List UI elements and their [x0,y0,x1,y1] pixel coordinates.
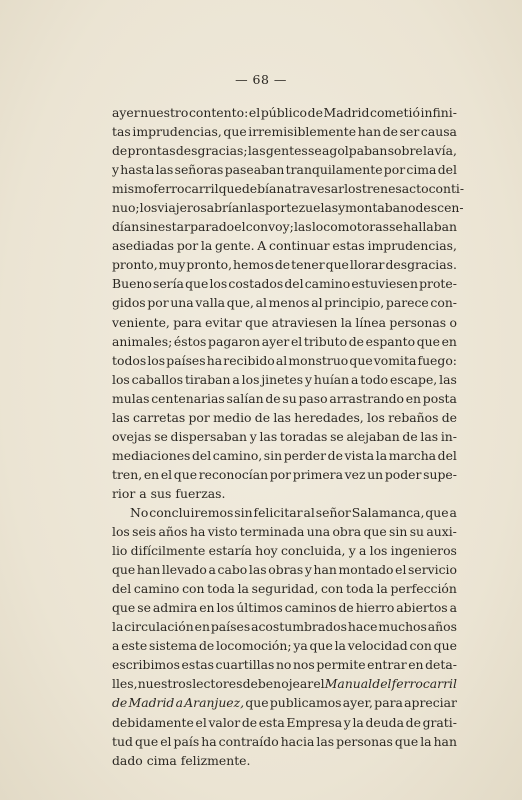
page-number: — 68 — [235,72,287,87]
text-line: la circulación en países acostumbrados hace muchos años [112,619,457,635]
text-line: y hasta las señoras paseaban tranquilamente por cima del [112,162,457,178]
text-line: tas imprudencias, que irremisiblemente han de ser causa [112,124,457,140]
text-line: que se admira en los últimos caminos de hierro abiertos a [112,600,457,616]
text-line: rior a sus fuerzas. [112,485,226,501]
text-line: dado cima felizmente. [112,752,251,768]
text-line: los seis años ha visto terminada una obra que sin su auxi- [112,524,457,540]
text-line: Bueno sería que los costados del camino estuviesen prote- [112,276,457,292]
text-line: las carretas por medio de las heredades, los rebaños de [112,409,457,425]
text-line: todos los países ha recibido al monstruo que vomita fuego: [112,352,457,368]
text-line: que han llevado a cabo las obras y han montado el servicio [112,562,457,578]
text-line: del camino con toda la seguridad, con toda la perfección [112,581,457,597]
text-line: No concluiremos sin felicitar al señor Salamanca, que a [130,504,457,520]
text-line: tud que el país ha contraído hacia las personas que la han [112,733,457,749]
text-line: gidos por una valla que, al menos al principio, parece con- [112,295,457,311]
text-line: lio difícilmente estaría hoy concluida, y a los ingenieros [112,543,457,559]
text-line: escribimos estas cuartillas no nos permite entrar en deta- [112,657,457,673]
text-line: mulas centenarias salían de su paso arrastrando en posta [112,390,457,406]
text-line: los caballos tiraban a los jinetes y huían a todo escape, las [112,371,457,387]
text-line: dían sin estar parado el convoy; las locomotoras se hallaban [112,219,457,235]
text-line: nuo; los viajeros abrían las portezuelas y montaban o descen- [112,200,464,216]
text-line: animales; éstos pagaron ayer el tributo de espanto que en [112,333,457,349]
text-line: debidamente el valor de esta Empresa y la deuda de grati- [112,714,457,730]
text-line: de prontas desgracias; las gentes se agolpaban sobre la vía, [112,143,457,159]
text-line: pronto, muy pronto, hemos de tener que llorar desgracias. [112,257,457,273]
text-line: a este sistema de locomoción; ya que la velocidad con que [112,638,457,654]
text-line: lles, nuestros lectores deben ojear el Manual del ferrocarril [112,676,457,692]
text-line: mismo ferrocarril que debían atravesar los trenes acto conti- [112,181,465,197]
text-line: de Madrid a Aranjuez, que publicamos ayer, para apreciar [112,695,457,711]
text-line: mediaciones del camino, sin perder de vista la marcha del [112,447,457,463]
text-line: ayer nuestro contento: el público de Madrid cometió infini- [112,105,457,120]
body-text [112,103,465,770]
text-line: tren, en el que reconocían por primera vez un poder supe- [112,466,457,482]
text-line: asediadas por la gente. A continuar estas imprudencias, [112,238,457,254]
text-line: veniente, para evitar que atraviesen la línea personas o [112,314,457,330]
text-line: ovejas se dispersaban y las toradas se alejaban de las in- [112,428,457,444]
